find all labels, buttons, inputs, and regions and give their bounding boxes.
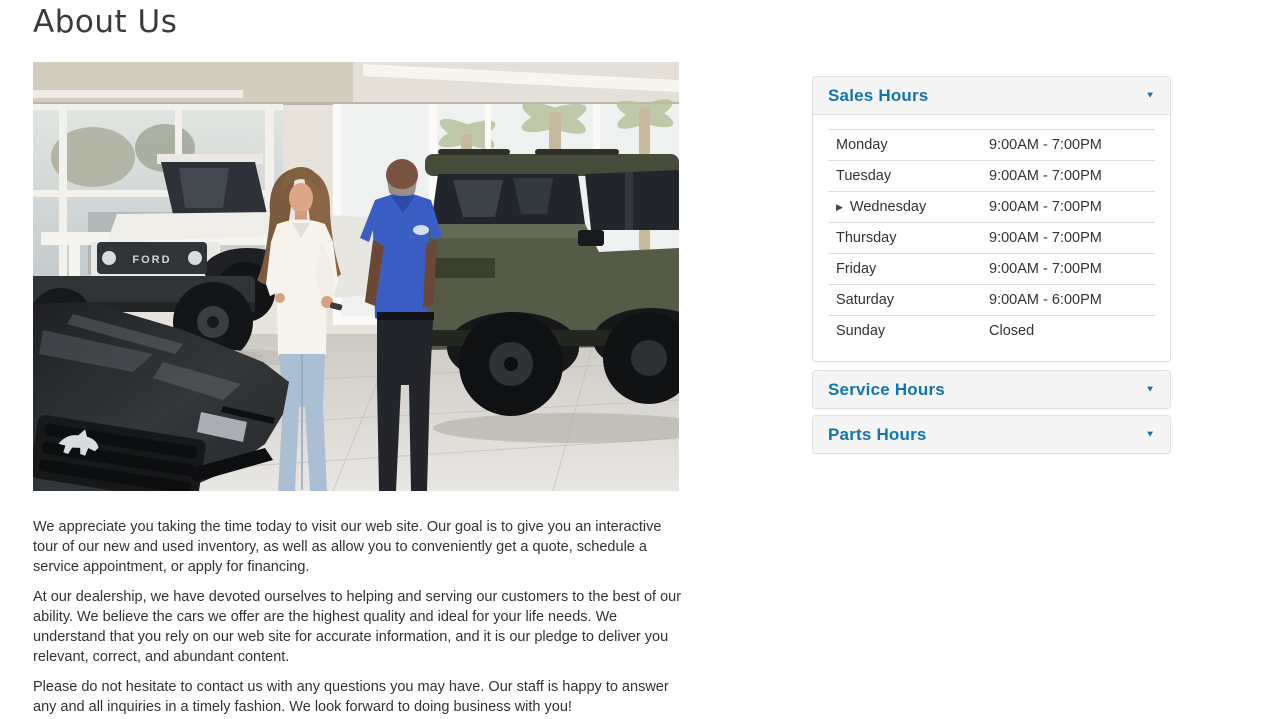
about-paragraph: At our dealership, we have devoted ourselves to helping and serving our customers to the best of our ability. We believe the cars we offer are the highest quality and ideal for your life needs. We understand that you rely on our web site for accurate information, and it is our pledge to deliver you relevant, correct, and abundant content. (33, 589, 682, 665)
service-hours-panel (812, 370, 1171, 409)
day-cell (828, 137, 989, 153)
hours-table-row (828, 253, 1155, 284)
sales-hours-body (813, 115, 1170, 361)
about-paragraph: We appreciate you taking the time today to visit our web site. Our goal is to give you an interactive tour of our new and used inventory, as well as allow you to conveniently get a quote, schedule a service appointment, or apply for financing. (33, 519, 662, 575)
hours-table-row (828, 222, 1155, 253)
day-label: Saturday (836, 292, 895, 308)
hours-value: 9:00AM - 7:00PM (989, 230, 1102, 246)
caret-down-icon: ▼ (1145, 429, 1155, 439)
day-cell (828, 292, 989, 308)
day-label: Thursday (836, 230, 897, 246)
customer-face (289, 183, 313, 213)
hours-value: 9:00AM - 6:00PM (989, 292, 1102, 308)
day-label: Friday (836, 261, 877, 277)
day-label: Monday (836, 137, 888, 153)
hours-table-row (828, 160, 1155, 191)
day-cell (828, 323, 989, 339)
day-label: Sunday (836, 323, 886, 339)
headlight (188, 251, 202, 265)
sales-hours-panel (812, 76, 1171, 362)
hours-value: 9:00AM - 7:00PM (989, 168, 1102, 184)
sales-hours-panel-header[interactable] (813, 77, 1170, 115)
service-hours-panel-header[interactable] (813, 371, 1170, 408)
day-cell (828, 168, 989, 184)
parts-hours-panel-header[interactable] (813, 416, 1170, 453)
today-marker-icon: ▶ (836, 201, 843, 212)
service-hours-title: Service Hours (828, 379, 945, 399)
headlight (102, 251, 116, 265)
hours-value: 9:00AM - 7:00PM (989, 199, 1102, 215)
hours-table-row (828, 315, 1155, 346)
showroom-photo (33, 62, 679, 491)
hours-table-row (828, 284, 1155, 315)
hours-value: 9:00AM - 7:00PM (989, 137, 1102, 153)
side-mirror (578, 230, 604, 246)
day-label: Wednesday (849, 199, 927, 215)
about-text-block (33, 517, 689, 719)
caret-down-icon: ▼ (1145, 384, 1155, 394)
hours-value: 9:00AM - 7:00PM (989, 261, 1102, 277)
sales-hours-title: Sales Hours (828, 85, 929, 105)
showroom-photo-graphic (33, 62, 679, 491)
sales-hours-rows (828, 129, 1155, 346)
day-cell (828, 261, 989, 277)
caret-down-icon: ▼ (1145, 90, 1155, 100)
hours-value: Closed (989, 323, 1035, 339)
parts-hours-title: Parts Hours (828, 424, 927, 444)
day-label: Tuesday (836, 168, 892, 184)
green-bronco (425, 149, 679, 416)
day-cell (828, 230, 989, 246)
parts-hours-panel (812, 415, 1171, 454)
ford-logo-badge (413, 225, 429, 235)
ford-grille-text: FORD (132, 254, 172, 266)
hours-table-row (828, 191, 1155, 222)
page-title: About Us (33, 4, 178, 40)
day-cell (828, 199, 989, 215)
hours-table-row (828, 129, 1155, 160)
about-paragraph: Please do not hesitate to contact us with any questions you may have. Our staff is happy to answer any and all inquiries in a timely fashion. We look forward to doing business with you! (33, 679, 669, 715)
